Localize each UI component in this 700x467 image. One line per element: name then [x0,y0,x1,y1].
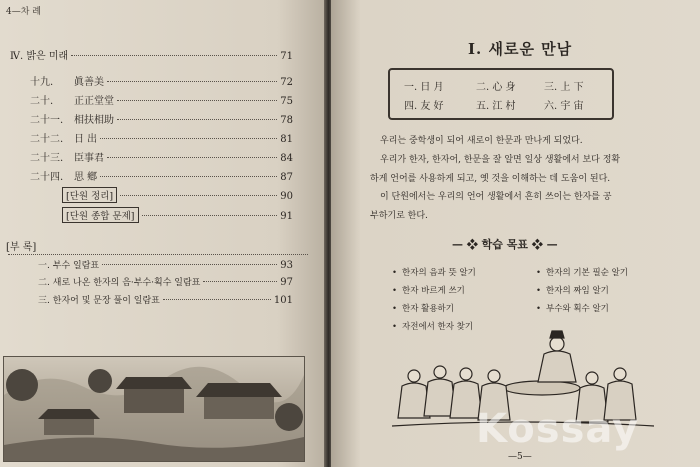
dot-leader [120,195,277,196]
landscape-drawing [4,357,304,461]
toc-title: 새로 나온 한자의 음·부수·획수 일람표 [52,278,201,288]
goal-item: • 부수와 획수 알기 [536,302,609,314]
intro-paragraph [370,132,632,189]
toc-number: 二十四. [30,172,64,183]
dot-leader [71,55,277,56]
village-landscape-illustration [3,356,305,462]
vocab-number: 二. [476,82,490,93]
vocab-text: 心 身 [492,82,516,93]
dot-leader [203,281,277,282]
toc-title: 日 出 [74,134,98,145]
toc-page: 101 [273,295,293,306]
goal-item: • 한자 활용하기 [392,302,454,314]
toc-row-appendix [38,275,293,288]
vocab-number: 六. [544,101,558,112]
vocab-text: 宇 宙 [560,101,584,112]
page-number: —5— [508,452,532,462]
toc-title: 臣事君 [74,153,104,164]
toc-number: 二十一. [30,115,64,126]
dot-leader [100,176,277,177]
toc-row [30,92,293,107]
toc-page: 91 [280,211,293,222]
vocab-item [544,78,584,93]
toc-title: 正正堂堂 [74,96,114,107]
toc-page: 72 [280,77,293,88]
learning-goals-heading: — ❖ 학습 목표 ❖ — [452,238,558,251]
vocabulary-box [388,68,614,120]
goal-item: • 한자의 짜임 알기 [536,284,609,296]
running-head: 4—차 례 [6,7,41,17]
toc-page: 71 [280,51,293,62]
unit-paragraph [370,188,632,226]
paragraph-line: 부하기로 한다. [370,211,428,221]
toc-page: 84 [280,153,293,164]
toc-title: 眞善美 [74,77,104,88]
vocab-text: 友 好 [420,101,444,112]
dot-leader [107,81,277,82]
toc-page: 75 [280,96,293,107]
toc-number: Ⅳ. [10,51,24,62]
vocab-item [476,97,516,112]
toc-title: [단원 종합 문제] [62,207,139,223]
toc-page: 90 [280,191,293,202]
vocab-item [404,78,444,93]
toc-title: 부수 일람표 [52,261,100,271]
dot-leader [100,138,277,139]
toc-row [30,130,293,145]
toc-row [30,168,293,183]
toc-row-review [62,207,293,223]
toc-number: 三. [38,296,50,306]
dot-leader [102,264,277,265]
vocab-text: 日 月 [420,82,444,93]
vocab-item [476,78,516,93]
divider [8,254,308,255]
paragraph-line: 이 단원에서는 우리의 언어 생활에서 흔히 쓰이는 한자를 공 [380,192,612,202]
toc-number: 二. [38,278,50,288]
toc-page: 87 [280,172,293,183]
vocab-number: 四. [404,101,418,112]
toc-page: 78 [280,115,293,126]
toc-row [30,73,293,88]
chapter-title: Ⅰ. 새로운 만남 [468,40,573,58]
toc-number: 二十. [30,96,54,107]
goal-item: • 한자 바르게 쓰기 [392,284,465,296]
toc-row-appendix [38,258,293,271]
toc-page: 97 [280,277,293,288]
toc-row-appendix [38,293,293,306]
vocab-item [544,97,584,112]
toc-title: 밝은 미래 [26,51,69,62]
vocab-number: 五. [476,101,490,112]
toc-number: 二十三. [30,153,64,164]
toc-row [30,111,293,126]
toc-number: 二十二. [30,134,64,145]
vocab-number: 三. [544,82,558,93]
toc-row-review [62,187,293,203]
goal-item: • 자전에서 한자 찾기 [392,320,473,332]
toc-title: 思 鄕 [74,172,98,183]
toc-number: 十九. [30,77,54,88]
dot-leader [117,119,277,120]
toc-number: 一. [38,261,50,271]
paragraph-line: 하게 언어를 사용하게 되고, 옛 것을 이해하는 데 도움이 된다. [370,174,611,184]
dot-leader [107,157,277,158]
goal-item: • 한자의 음과 뜻 알기 [392,266,476,278]
dot-leader [142,215,278,216]
vocab-item [404,97,444,112]
paragraph-line: 우리가 한자, 한자어, 한문을 잘 알면 일상 생활에서 보다 정확 [380,155,621,165]
toc-page: 81 [280,134,293,145]
toc-title: [단원 정리] [62,187,117,203]
appendix-title: [부 록] [6,242,37,253]
dot-leader [117,100,277,101]
toc-title: 相扶相助 [74,115,114,126]
vocab-text: 江 村 [492,101,516,112]
vocab-text: 上 下 [560,82,584,93]
watermark: Kossay [476,406,640,452]
toc-title: 한자어 및 문장 풀이 일람표 [52,296,160,306]
toc-row-unit [10,47,293,62]
vocab-number: 一. [404,82,418,93]
toc-row [30,149,293,164]
goal-item: • 한자의 기본 필순 알기 [536,266,628,278]
paragraph-line: 우리는 중학생이 되어 새로이 한문과 만나게 되었다. [380,136,583,146]
toc-page: 93 [280,260,293,271]
dot-leader [163,299,271,300]
